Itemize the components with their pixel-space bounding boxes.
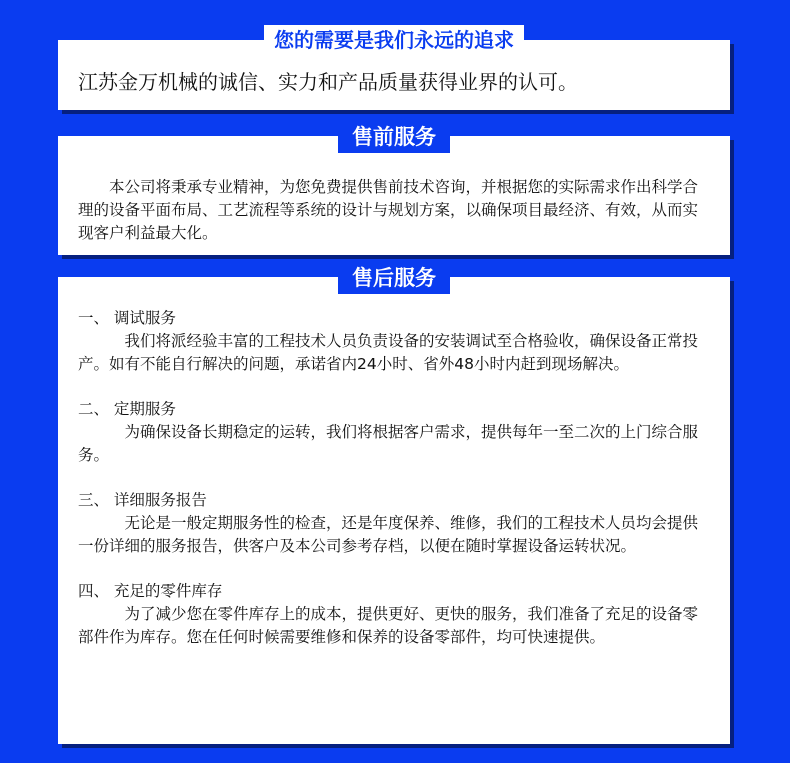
service-section-report xyxy=(78,489,706,558)
after-sale-sections xyxy=(58,277,730,649)
service-section-parts-stock xyxy=(78,580,706,649)
pre-sale-text: 本公司将秉承专业精神，为您免费提供售前技术咨询，并根据您的实际需求作出科学合理的设备平面布局、工艺流程等系统的设计与规划方案，以确保项目最经济、有效，从而实现客户利益最大化。 xyxy=(78,178,699,242)
after-sale-title: 售后服务 xyxy=(338,262,450,294)
section-text: 我们将派经验丰富的工程技术人员负责设备的安装调试至合格验收，确保设备正常投产。如有不能自行解决的问题，承诺省内24小时、省外48小时内赶到现场解决。 xyxy=(78,332,699,373)
header-title: 您的需要是我们永远的追求 xyxy=(264,25,524,55)
section-text: 为了减少您在零件库存上的成本，提供更好、更快的服务，我们准备了充足的设备零部件作为库存。您在任何时候需要维修和保养的设备零部件，均可快速提供。 xyxy=(78,605,699,646)
header-panel xyxy=(58,28,730,110)
service-section-debugging xyxy=(78,307,706,376)
section-heading: 四、 充足的零件库存 xyxy=(78,582,223,600)
pre-sale-panel xyxy=(58,125,730,255)
service-section-regular xyxy=(78,398,706,467)
after-sale-panel xyxy=(58,266,730,744)
section-text: 无论是一般定期服务性的检查，还是年度保养、维修，我们的工程技术人员均会提供一份详细的服务报告，供客户及本公司参考存档，以便在随时掌握设备运转状况。 xyxy=(78,514,699,555)
section-text: 为确保设备长期稳定的运转，我们将根据客户需求，提供每年一至二次的上门综合服务。 xyxy=(78,423,699,464)
section-heading: 三、 详细服务报告 xyxy=(78,491,207,509)
section-heading: 二、 定期服务 xyxy=(78,400,176,418)
pre-sale-title: 售前服务 xyxy=(338,121,450,153)
section-heading: 一、 调试服务 xyxy=(78,309,176,327)
header-text: 江苏金万机械的诚信、实力和产品质量获得业界的认可。 xyxy=(78,70,578,94)
